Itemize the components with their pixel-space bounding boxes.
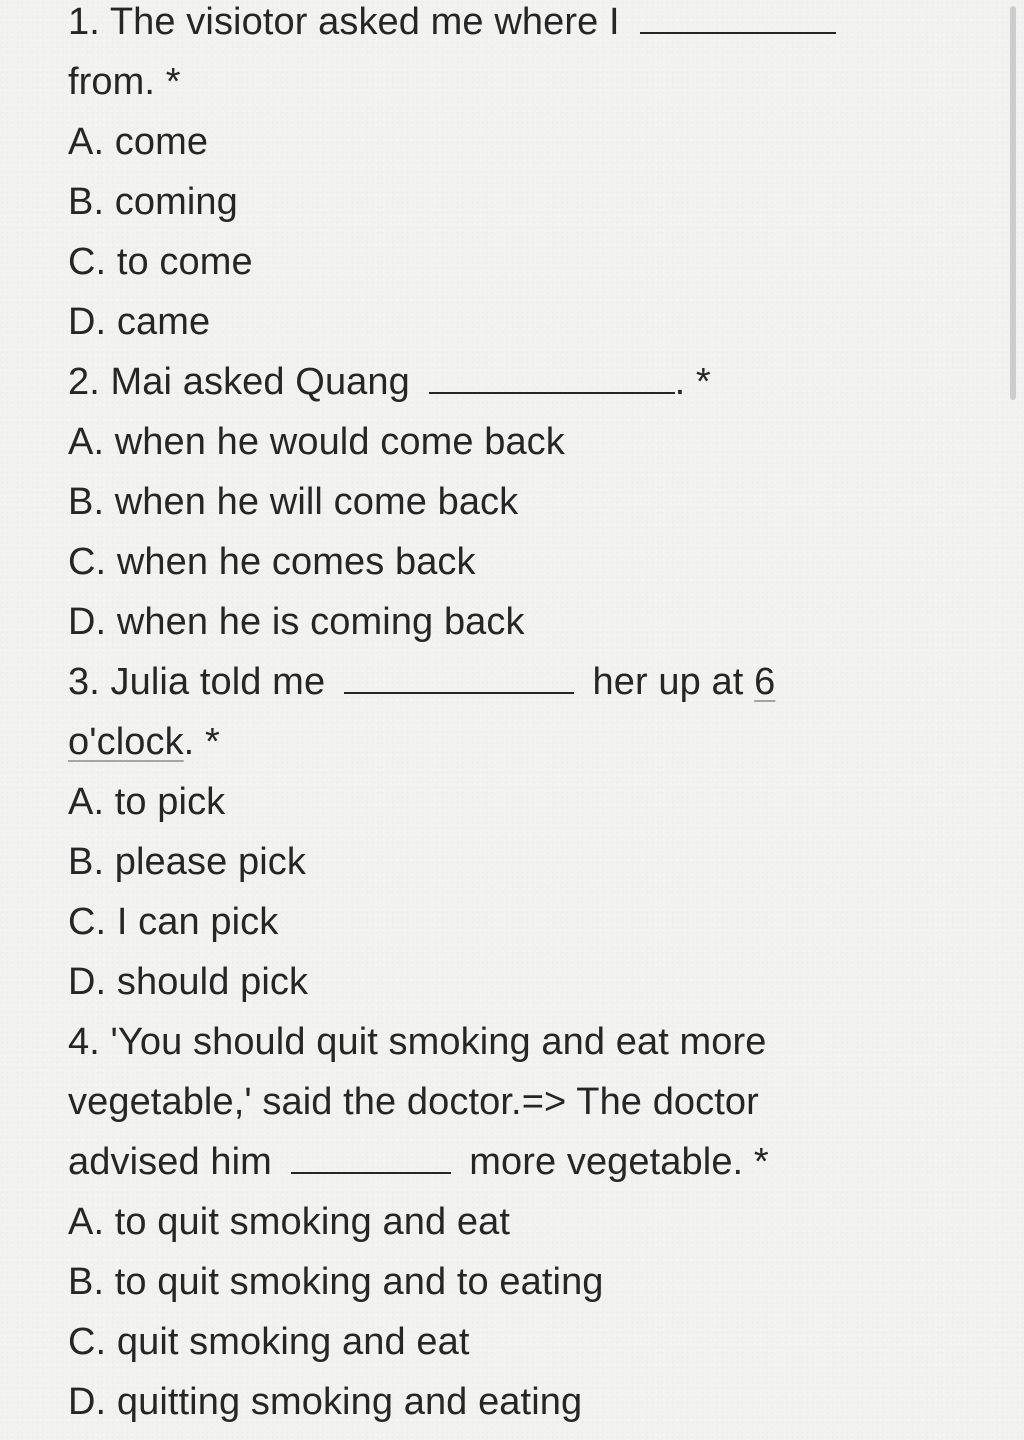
question-2-text: 2. Mai asked Quang xyxy=(68,361,410,403)
option-b: B. to quit smoking and to eating xyxy=(68,1261,604,1303)
question-1-text: 1. The visiotor asked me where I xyxy=(68,1,620,43)
answer-blank xyxy=(429,360,675,394)
option-a: A. come xyxy=(68,121,209,163)
option-a: A. to quit smoking and eat xyxy=(68,1201,510,1243)
question-4-text-end: more vegetable. * xyxy=(469,1141,769,1183)
question-3-text-middle: her up at xyxy=(592,661,744,703)
option-d: D. when he is coming back xyxy=(68,601,525,643)
question-3-text: 3. Julia told me xyxy=(68,661,326,703)
question-4-stem-line-1: 4. 'You should quit smoking and eat more xyxy=(68,1021,767,1063)
option-c: C. when he comes back xyxy=(68,541,476,583)
option-c: C. to come xyxy=(68,241,253,283)
option-d: D. came xyxy=(68,301,211,343)
option-a: A. to pick xyxy=(68,781,226,823)
option-c: C. quit smoking and eat xyxy=(68,1321,470,1363)
option-b: B. please pick xyxy=(68,841,306,883)
answer-blank xyxy=(344,660,574,694)
question-1-stem-line-2 xyxy=(68,52,968,112)
option-c: C. I can pick xyxy=(68,901,279,943)
underlined-time-number: 6 xyxy=(754,661,776,703)
quiz-document xyxy=(68,0,968,1432)
answer-blank xyxy=(291,1140,451,1174)
question-3-stem-line-2 xyxy=(68,712,968,772)
question-1-stem-line-1 xyxy=(68,0,968,52)
vertical-scrollbar[interactable] xyxy=(1010,6,1016,400)
question-3-stem-line-1 xyxy=(68,652,968,712)
question-1-text-continued: from. * xyxy=(68,61,181,103)
question-4-stem-line-2: vegetable,' said the doctor.=> The doctor xyxy=(68,1081,759,1123)
question-4-stem-line-3 xyxy=(68,1132,968,1192)
question-3-text-end: . * xyxy=(183,721,220,763)
underlined-time-word: o'clock xyxy=(68,721,184,763)
question-2-stem xyxy=(68,352,968,412)
question-2-text-end: . * xyxy=(674,361,711,403)
option-a: A. when he would come back xyxy=(68,421,565,463)
question-4-text: advised him xyxy=(68,1141,272,1183)
option-d: D. quitting smoking and eating xyxy=(68,1381,583,1423)
option-b: B. when he will come back xyxy=(68,481,519,523)
answer-blank xyxy=(640,0,836,34)
option-d: D. should pick xyxy=(68,961,309,1003)
option-b: B. coming xyxy=(68,181,238,223)
